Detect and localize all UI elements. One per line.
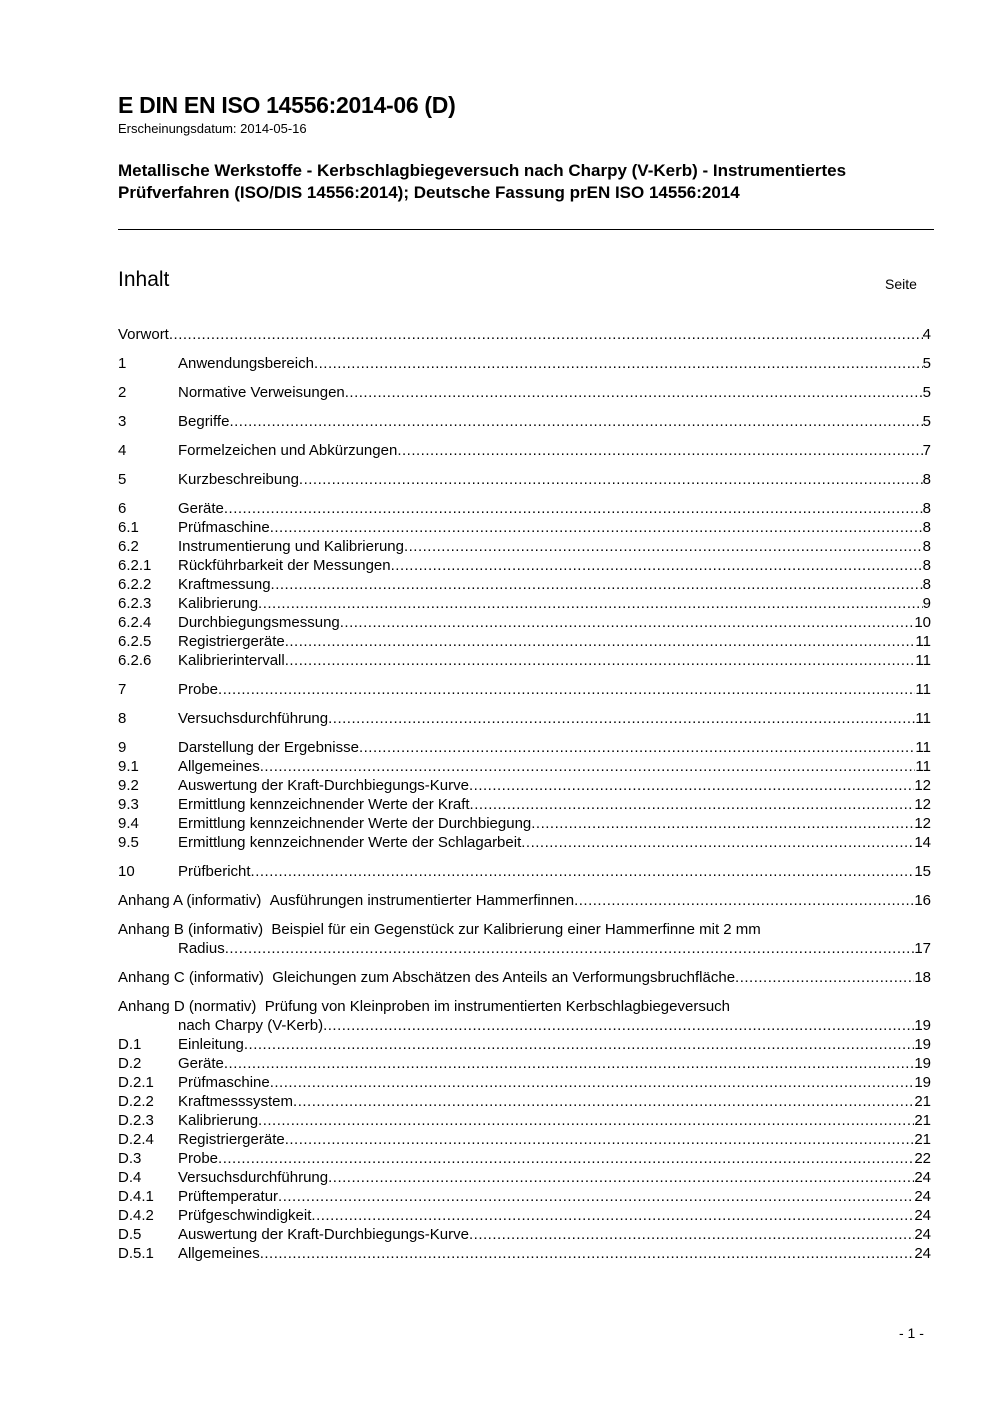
- toc-entry-continuation[interactable]: [118, 939, 931, 958]
- dot-leader: [397, 441, 922, 460]
- toc-entry-number: 8: [118, 710, 127, 727]
- dot-leader: [278, 1187, 914, 1206]
- dot-leader: [260, 757, 916, 776]
- toc-entry[interactable]: [118, 1206, 931, 1225]
- toc-entry-number: D.2.3: [118, 1112, 154, 1129]
- toc-entry[interactable]: [118, 1111, 931, 1130]
- toc-entry[interactable]: [118, 613, 931, 632]
- toc-entry-title: Begriffe: [178, 413, 230, 430]
- toc-entry[interactable]: [118, 1092, 931, 1111]
- toc-entry-title: Einleitung: [178, 1036, 244, 1053]
- toc-entry[interactable]: [118, 1187, 931, 1206]
- dot-leader: [218, 680, 915, 699]
- toc-entry-title: Probe: [178, 1150, 219, 1167]
- toc-entry-title: Instrumentierung und Kalibrierung: [178, 538, 404, 555]
- toc-entry-number: 9.5: [118, 834, 139, 851]
- toc-entry-title: Gleichungen zum Abschätzen des Anteils an Verformungsbruchfläche: [272, 969, 736, 986]
- toc-entry-page: 8: [922, 519, 931, 536]
- toc-entry-page: 24: [914, 1169, 931, 1186]
- dot-leader: [285, 651, 916, 670]
- document-title: E DIN EN ISO 14556:2014-06 (D): [118, 92, 456, 118]
- dot-leader: [299, 470, 923, 489]
- toc-entry[interactable]: [118, 814, 931, 833]
- toc-entry-page: 17: [914, 940, 931, 957]
- toc-entry-title: Geräte: [178, 500, 224, 517]
- document-subject: Metallische Werkstoffe - Kerbschlagbiegeversuch nach Charpy (V-Kerb) - Instrumentiertes Prüfverfahren (ISO/DIS 14556:2014); Deutsche Fassung prEN ISO 14556:2014: [118, 161, 847, 202]
- toc-entry-title: Normative Verweisungen: [178, 384, 345, 401]
- toc-entry-number: 6.2.4: [118, 614, 152, 631]
- dot-leader: [251, 862, 915, 881]
- toc-entry-number: D.4.1: [118, 1188, 154, 1205]
- toc-entry-number: D.2.2: [118, 1093, 154, 1110]
- dot-leader: [225, 939, 915, 958]
- toc-entry-page: 11: [915, 758, 931, 775]
- toc-entry[interactable]: [118, 441, 931, 460]
- dot-leader: [574, 891, 914, 910]
- dot-leader: [735, 968, 914, 987]
- toc-entry-title: Versuchsdurchführung: [178, 1169, 329, 1186]
- toc-entry-page: 5: [922, 413, 931, 430]
- toc-entry[interactable]: [118, 833, 931, 852]
- toc-entry-number: 1: [118, 355, 127, 372]
- dot-leader: [271, 575, 923, 594]
- page-column-label: Seite: [885, 276, 917, 292]
- dot-leader: [328, 709, 915, 728]
- dot-leader: [224, 499, 923, 518]
- toc-entry-page: 21: [914, 1131, 931, 1148]
- dot-leader: [470, 795, 915, 814]
- toc-entry[interactable]: [118, 499, 931, 518]
- toc-entry[interactable]: [118, 354, 931, 373]
- toc-entry-number: D.2.1: [118, 1074, 154, 1091]
- toc-entry-page: 19: [914, 1017, 931, 1034]
- page-number: - 1 -: [899, 1325, 924, 1341]
- toc-entry[interactable]: [118, 1035, 931, 1054]
- dot-leader: [270, 1073, 915, 1092]
- toc-entry-page: 21: [914, 1112, 931, 1129]
- toc-entry-title: Auswertung der Kraft-Durchbiegungs-Kurve: [178, 1226, 469, 1243]
- toc-entry-number: 4: [118, 442, 127, 459]
- toc-entry-page: 8: [922, 471, 931, 488]
- toc-entry-page: 4: [922, 326, 931, 343]
- toc-entry-title: Prüfgeschwindigkeit: [178, 1207, 312, 1224]
- toc-entry[interactable]: [118, 575, 931, 594]
- toc-entry-title: Formelzeichen und Abkürzungen: [178, 442, 398, 459]
- dot-leader: [218, 1149, 914, 1168]
- toc-entry-title: Prüfbericht: [178, 863, 251, 880]
- toc-entry-page: 12: [914, 815, 931, 832]
- toc-entry-page: 8: [922, 538, 931, 555]
- toc-entry[interactable]: [118, 556, 931, 575]
- toc-entry-number: D.3: [118, 1150, 142, 1167]
- toc-entry[interactable]: [118, 412, 931, 431]
- toc-entry-page: 14: [914, 834, 931, 851]
- toc-entry-title: Allgemeines: [178, 758, 260, 775]
- toc-entry[interactable]: [118, 1054, 931, 1073]
- toc-entry[interactable]: [118, 470, 931, 489]
- toc-entry-number: 7: [118, 681, 127, 698]
- toc-entry-number: 6.2.6: [118, 652, 152, 669]
- toc-entry-title: Prüftemperatur: [178, 1188, 279, 1205]
- toc-entry-title: Ausführungen instrumentierter Hammerfinnen: [269, 892, 575, 909]
- dot-leader: [224, 1054, 914, 1073]
- toc-entry-title: Durchbiegungsmessung: [178, 614, 340, 631]
- toc-entry-number: 6: [118, 500, 127, 517]
- toc-entry-title: Registriergeräte: [178, 1131, 285, 1148]
- toc-entry-number: 5: [118, 471, 127, 488]
- toc-entry[interactable]: [118, 920, 931, 939]
- toc-entry-title: Kalibrierung: [178, 1112, 259, 1129]
- toc-entry[interactable]: [118, 1168, 931, 1187]
- toc-entry[interactable]: [118, 1130, 931, 1149]
- toc-entry-title: Beispiel für ein Gegenstück zur Kalibrierung einer Hammerfinne mit 2 mm: [271, 921, 761, 938]
- toc-entry-title: Darstellung der Ergebnisse: [178, 739, 359, 756]
- toc-annex-label: Anhang C (informativ): [118, 969, 264, 986]
- toc-entry-page: 8: [922, 576, 931, 593]
- toc-entry-continuation[interactable]: [118, 1016, 931, 1035]
- toc-entry-title: Allgemeines: [178, 1245, 260, 1262]
- toc-entry-page: 21: [914, 1093, 931, 1110]
- toc-heading: Inhalt: [118, 268, 170, 291]
- toc-entry[interactable]: [118, 518, 931, 537]
- dot-leader: [359, 738, 915, 757]
- dot-leader: [311, 1206, 914, 1225]
- toc-entry-title: Ermittlung kennzeichnender Werte der Durchbiegung: [178, 815, 532, 832]
- toc-entry-page: 10: [914, 614, 931, 631]
- dot-leader: [531, 814, 914, 833]
- toc-entry[interactable]: [118, 383, 931, 402]
- toc-entry-number: D.4: [118, 1169, 142, 1186]
- toc-entry-number: 6.2: [118, 538, 139, 555]
- dot-leader: [169, 325, 923, 344]
- toc-entry-title: Geräte: [178, 1055, 224, 1072]
- dot-leader: [469, 776, 914, 795]
- toc-entry-title: Kurzbeschreibung: [178, 471, 299, 488]
- toc-entry-title: Versuchsdurchführung: [178, 710, 329, 727]
- toc-entry-title: Auswertung der Kraft-Durchbiegungs-Kurve: [178, 777, 469, 794]
- toc-entry-page: 7: [922, 442, 931, 459]
- toc-entry-title: Ermittlung kennzeichnender Werte der Schlagarbeit: [178, 834, 522, 851]
- toc-entry-number: 9: [118, 739, 127, 756]
- toc-entry-title-continued: nach Charpy (V-Kerb): [178, 1017, 324, 1034]
- toc-entry-number: 9.1: [118, 758, 139, 775]
- toc-entry-page: 11: [915, 652, 931, 669]
- toc-entry[interactable]: [118, 891, 931, 910]
- toc-entry[interactable]: [118, 537, 931, 556]
- toc-entry-page: 11: [915, 739, 931, 756]
- toc-entry[interactable]: [118, 795, 931, 814]
- publication-date: Erscheinungsdatum: 2014-05-16: [118, 121, 307, 136]
- toc-entry-title-continued: Radius: [178, 940, 225, 957]
- toc-entry[interactable]: [118, 651, 931, 670]
- toc-entry-page: 18: [914, 969, 931, 986]
- toc-entry[interactable]: [118, 1149, 931, 1168]
- toc-entry[interactable]: [118, 594, 931, 613]
- toc-entry-page: 22: [914, 1150, 931, 1167]
- dot-leader: [328, 1168, 914, 1187]
- toc-entry-page: 9: [922, 595, 931, 612]
- toc-entry-number: D.1: [118, 1036, 142, 1053]
- toc-entry-page: 15: [914, 863, 931, 880]
- dot-leader: [293, 1092, 914, 1111]
- toc-entry-title: Prüfung von Kleinproben im instrumentierten Kerbschlagbiegeversuch: [264, 998, 731, 1015]
- toc-entry-number: 3: [118, 413, 127, 430]
- dot-leader: [285, 1130, 915, 1149]
- toc-entry[interactable]: [118, 709, 931, 728]
- toc-entry[interactable]: [118, 1225, 931, 1244]
- toc-annex-label: Anhang B (informativ): [118, 921, 264, 938]
- dot-leader: [391, 556, 923, 575]
- dot-leader: [314, 354, 923, 373]
- toc-entry[interactable]: [118, 1073, 931, 1092]
- toc-annex-label: Anhang A (informativ): [118, 892, 262, 909]
- toc-entry[interactable]: [118, 862, 931, 881]
- toc-entry-number: D.4.2: [118, 1207, 154, 1224]
- toc-entry[interactable]: [118, 325, 931, 344]
- table-of-contents: [118, 325, 931, 1263]
- toc-entry-number: 6.2.2: [118, 576, 152, 593]
- toc-entry-number: D.2.4: [118, 1131, 154, 1148]
- toc-entry-number: 10: [118, 863, 135, 880]
- toc-entry[interactable]: [118, 738, 931, 757]
- toc-entry-title: Kraftmessung: [178, 576, 271, 593]
- toc-entry-number: 6.2.3: [118, 595, 152, 612]
- toc-entry-title: Ermittlung kennzeichnender Werte der Kraft: [178, 796, 470, 813]
- toc-entry-number: 9.4: [118, 815, 139, 832]
- toc-entry-page: 11: [915, 681, 931, 698]
- toc-entry[interactable]: [118, 632, 931, 651]
- toc-entry-number: 2: [118, 384, 127, 401]
- dot-leader: [521, 833, 914, 852]
- toc-entry-number: 9.2: [118, 777, 139, 794]
- toc-annex-label: Anhang D (normativ): [118, 998, 257, 1015]
- dot-leader: [260, 1244, 915, 1263]
- toc-entry-page: 19: [914, 1055, 931, 1072]
- toc-entry-page: 5: [922, 384, 931, 401]
- dot-leader: [323, 1016, 914, 1035]
- dot-leader: [469, 1225, 914, 1244]
- dot-leader: [229, 412, 922, 431]
- toc-entry-title: Vorwort: [118, 326, 169, 343]
- toc-entry-title: Rückführbarkeit der Messungen: [178, 557, 391, 574]
- toc-entry-number: 6.2.5: [118, 633, 152, 650]
- dot-leader: [285, 632, 916, 651]
- toc-entry-page: 12: [914, 796, 931, 813]
- dot-leader: [258, 1111, 914, 1130]
- toc-entry-page: 8: [922, 500, 931, 517]
- toc-entry-page: 19: [914, 1074, 931, 1091]
- dot-leader: [345, 383, 923, 402]
- toc-entry-title: Kalibrierintervall: [178, 652, 285, 669]
- toc-entry-number: 9.3: [118, 796, 139, 813]
- toc-entry[interactable]: [118, 680, 931, 699]
- toc-entry-title: Kraftmesssystem: [178, 1093, 294, 1110]
- dot-leader: [258, 594, 923, 613]
- toc-entry-number: D.5: [118, 1226, 142, 1243]
- dot-leader: [340, 613, 915, 632]
- dot-leader: [404, 537, 923, 556]
- toc-entry-page: 12: [914, 777, 931, 794]
- toc-entry-title: Probe: [178, 681, 219, 698]
- toc-entry[interactable]: [118, 1244, 931, 1263]
- dot-leader: [270, 518, 923, 537]
- toc-entry[interactable]: [118, 968, 931, 987]
- toc-entry-page: 11: [915, 633, 931, 650]
- toc-entry[interactable]: [118, 757, 931, 776]
- toc-entry-page: 8: [922, 557, 931, 574]
- toc-entry-page: 5: [922, 355, 931, 372]
- toc-entry-page: 24: [914, 1226, 931, 1243]
- toc-entry-number: D.5.1: [118, 1245, 154, 1262]
- toc-entry-number: 6.2.1: [118, 557, 152, 574]
- header-divider: [118, 229, 934, 230]
- toc-entry-title: Anwendungsbereich: [178, 355, 314, 372]
- toc-entry-page: 19: [914, 1036, 931, 1053]
- toc-entry-number: 6.1: [118, 519, 139, 536]
- toc-entry-title: Prüfmaschine: [178, 519, 270, 536]
- toc-entry[interactable]: [118, 997, 931, 1016]
- toc-entry-page: 11: [915, 710, 931, 727]
- toc-entry-page: 16: [914, 892, 931, 909]
- toc-entry-page: 24: [914, 1245, 931, 1262]
- toc-entry-title: Prüfmaschine: [178, 1074, 270, 1091]
- toc-entry-page: 24: [914, 1188, 931, 1205]
- toc-entry-number: D.2: [118, 1055, 142, 1072]
- toc-entry-title: Registriergeräte: [178, 633, 285, 650]
- dot-leader: [244, 1035, 914, 1054]
- toc-entry-title: Kalibrierung: [178, 595, 259, 612]
- toc-entry[interactable]: [118, 776, 931, 795]
- toc-entry-page: 24: [914, 1207, 931, 1224]
